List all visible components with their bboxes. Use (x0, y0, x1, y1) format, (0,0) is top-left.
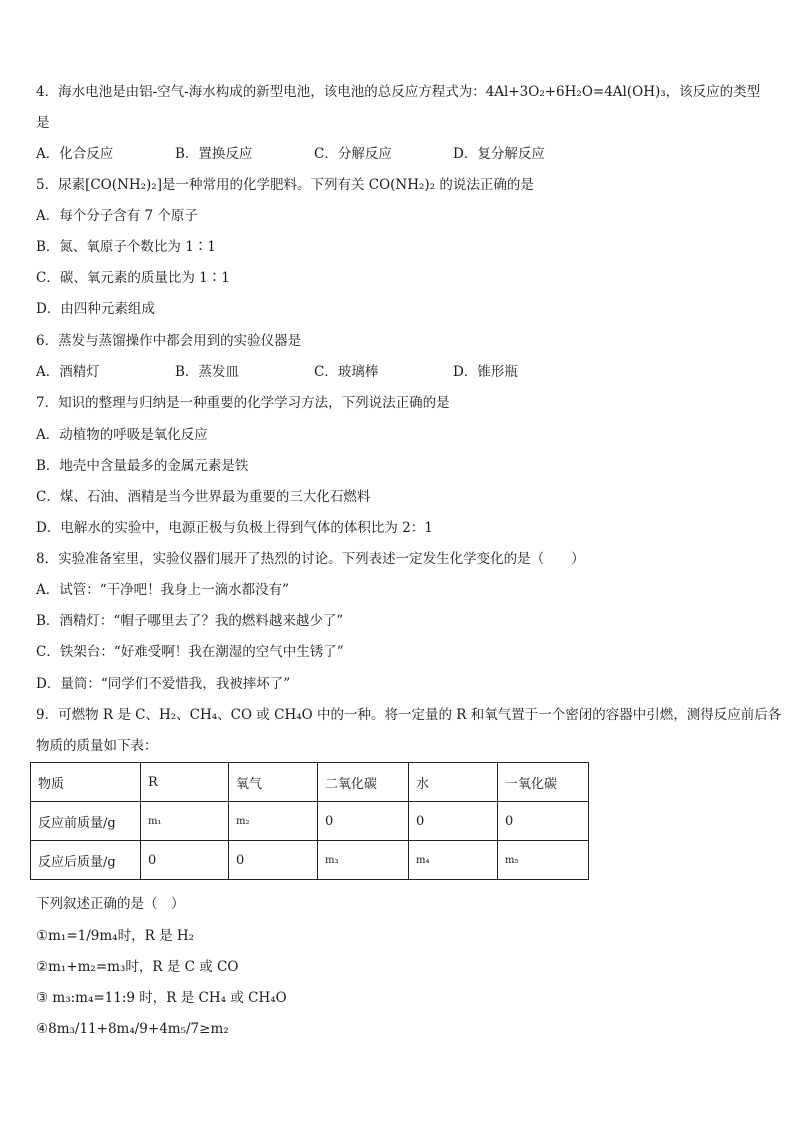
table-header-cell: R (141, 763, 229, 802)
q5-option-c[interactable]: C．碳、氧元素的质量比为 1∶1 (36, 270, 230, 286)
q6-option-c[interactable]: C．玻璃棒 (314, 364, 379, 380)
q9-statement-3[interactable]: ③ m₃:m₄=11:9 时，R 是 CH₄ 或 CH₄O (36, 990, 287, 1006)
q9-statement-4[interactable]: ④8m₃/11+8m₄/9+4m₅/7≥m₂ (36, 1021, 229, 1037)
q7-option-b[interactable]: B．地壳中含量最多的金属元素是铁 (36, 458, 249, 474)
q7-stem: 7．知识的整理与归纳是一种重要的化学学习方法，下列说法正确的是 (36, 395, 450, 411)
table-cell: 0 (498, 802, 589, 841)
table-cell: 0 (409, 802, 498, 841)
mass-table (30, 762, 589, 880)
q7-option-a[interactable]: A．动植物的呼吸是氧化反应 (36, 427, 208, 443)
q6-stem: 6．蒸发与蒸馏操作中都会用到的实验仪器是 (36, 333, 302, 349)
q4-stem-line1: 4．海水电池是由铝-空气-海水构成的新型电池，该电池的总反应方程式为：4Al+3O₂+6H₂O=4Al(OH)₃，该反应的类型 (36, 84, 761, 100)
table-cell: m₃ (318, 841, 409, 880)
table-cell: m₁ (141, 802, 229, 841)
table-cell: 反应前质量/g (31, 802, 141, 841)
q9-prompt: 下列叙述正确的是（ ） (36, 896, 185, 912)
q7-option-c[interactable]: C．煤、石油、酒精是当今世界最为重要的三大化石燃料 (36, 489, 371, 505)
q4-option-d[interactable]: D．复分解反应 (453, 146, 545, 162)
q8-stem: 8．实验准备室里，实验仪器们展开了热烈的讨论。下列表述一定发生化学变化的是（ ） (36, 551, 585, 567)
q4-option-c[interactable]: C．分解反应 (314, 146, 392, 162)
table-cell: 0 (141, 841, 229, 880)
q7-option-d[interactable]: D．电解水的实验中，电源正极与负极上得到气体的体积比为 2：1 (36, 520, 433, 536)
q6-option-d[interactable]: D．锥形瓶 (453, 364, 518, 380)
q4-option-b[interactable]: B．置换反应 (175, 146, 253, 162)
q5-option-a[interactable]: A．每个分子含有 7 个原子 (36, 208, 198, 224)
q6-option-a[interactable]: A．酒精灯 (36, 364, 100, 380)
q4-stem-line2: 是 (36, 115, 50, 131)
table-header-cell: 氧气 (229, 763, 318, 802)
q8-option-c[interactable]: C．铁架台：“好难受啊！我在潮湿的空气中生锈了” (36, 644, 344, 660)
table-cell: 0 (318, 802, 409, 841)
table-header-cell: 水 (409, 763, 498, 802)
table-header-cell: 一氧化碳 (498, 763, 589, 802)
q9-statement-1[interactable]: ①m₁=1/9m₄时，R 是 H₂ (36, 928, 194, 944)
q6-option-b[interactable]: B．蒸发皿 (175, 364, 239, 380)
q5-option-d[interactable]: D．由四种元素组成 (36, 301, 155, 317)
table-cell: m₄ (409, 841, 498, 880)
q8-option-b[interactable]: B．酒精灯：“帽子哪里去了？我的燃料越来越少了” (36, 613, 344, 629)
table-row (31, 802, 589, 841)
q4-option-a[interactable]: A．化合反应 (36, 146, 114, 162)
q9-stem-line1: 9．可燃物 R 是 C、H₂、CH₄、CO 或 CH₄O 中的一种。将一定量的 R 和氧气置于一个密闭的容器中引燃，测得反应前后各 (36, 707, 782, 723)
table-cell: m₅ (498, 841, 589, 880)
q8-option-d[interactable]: D．量筒：“同学们不爱惜我，我被摔坏了” (36, 676, 291, 692)
table-header-cell: 物质 (31, 763, 141, 802)
table-header-cell: 二氧化碳 (318, 763, 409, 802)
table-cell: 反应后质量/g (31, 841, 141, 880)
table-cell: m₂ (229, 802, 318, 841)
q8-option-a[interactable]: A．试管：“干净吧！我身上一滴水都没有” (36, 582, 290, 598)
table-row (31, 841, 589, 880)
table-cell: 0 (229, 841, 318, 880)
q5-option-b[interactable]: B．氮、氧原子个数比为 1∶1 (36, 239, 216, 255)
q9-stem-line2: 物质的质量如下表： (36, 738, 158, 754)
q5-stem: 5．尿素[CO(NH₂)₂]是一种常用的化学肥料。下列有关 CO(NH₂)₂ 的说法正确的是 (36, 177, 534, 193)
q9-statement-2[interactable]: ②m₁+m₂=m₃时，R 是 C 或 CO (36, 959, 239, 975)
table-header-row (31, 763, 589, 802)
